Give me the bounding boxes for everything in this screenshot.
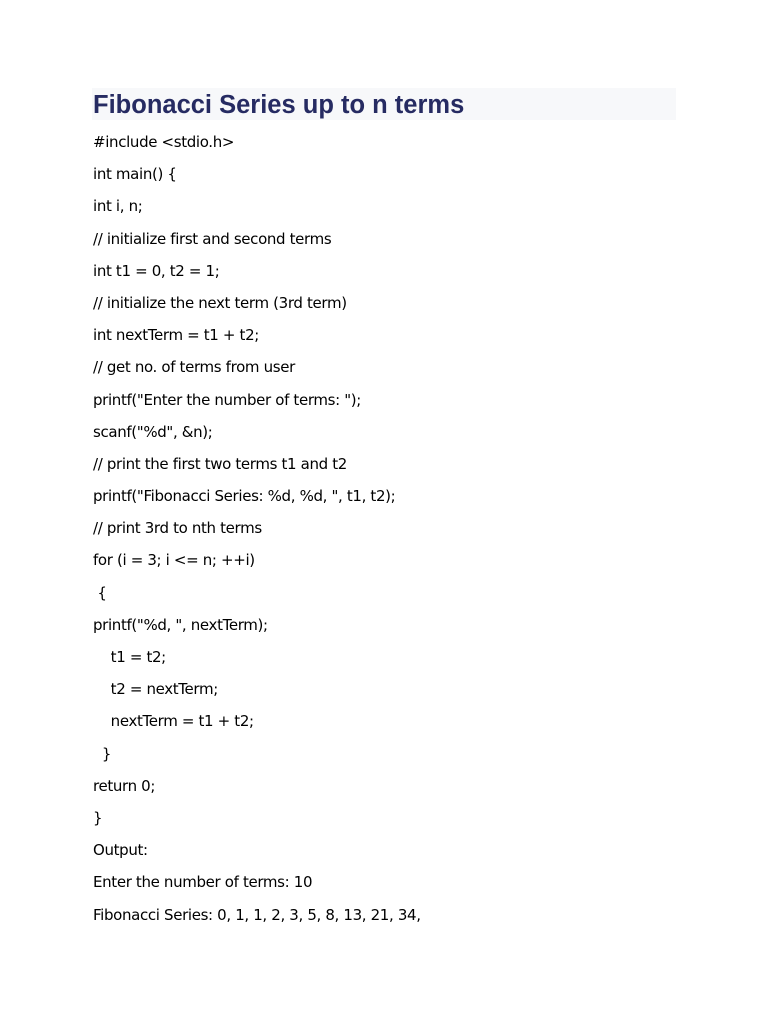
code-line: { bbox=[93, 583, 107, 602]
code-listing bbox=[93, 126, 421, 931]
code-line: nextTerm = t1 + t2; bbox=[93, 712, 254, 731]
code-line: printf("%d, ", nextTerm); bbox=[93, 615, 268, 634]
code-line: t1 = t2; bbox=[93, 648, 166, 666]
output-label: Output: bbox=[93, 841, 148, 860]
document-title: Fibonacci Series up to n terms bbox=[93, 91, 465, 119]
code-comment-line: // get no. of terms from user bbox=[93, 358, 295, 377]
code-line: #include <stdio.h> bbox=[93, 133, 235, 151]
code-line: int nextTerm = t1 + t2; bbox=[93, 326, 259, 345]
code-line: for (i = 3; i <= n; ++i) bbox=[93, 551, 255, 570]
output-line: Enter the number of terms: 10 bbox=[93, 873, 313, 892]
code-line: return 0; bbox=[93, 776, 156, 795]
code-comment-line: // print 3rd to nth terms bbox=[93, 519, 262, 538]
code-line: scanf("%d", &n); bbox=[93, 422, 213, 441]
code-comment-line: // print the first two terms t1 and t2 bbox=[93, 454, 347, 473]
output-line: Fibonacci Series: 0, 1, 1, 2, 3, 5, 8, 13, 21, 34, bbox=[93, 905, 421, 924]
code-line: int main() { bbox=[93, 165, 177, 184]
code-line: } bbox=[93, 744, 112, 763]
code-comment-line: // initialize the next term (3rd term) bbox=[93, 293, 347, 312]
code-line: printf("Enter the number of terms: "); bbox=[93, 390, 361, 409]
code-line: } bbox=[93, 808, 103, 827]
code-line: int t1 = 0, t2 = 1; bbox=[93, 261, 220, 280]
code-line: t2 = nextTerm; bbox=[93, 680, 218, 699]
code-line: int i, n; bbox=[93, 197, 143, 216]
code-comment-line: // initialize first and second terms bbox=[93, 229, 332, 248]
code-line: printf("Fibonacci Series: %d, %d, ", t1, t2); bbox=[93, 487, 396, 506]
